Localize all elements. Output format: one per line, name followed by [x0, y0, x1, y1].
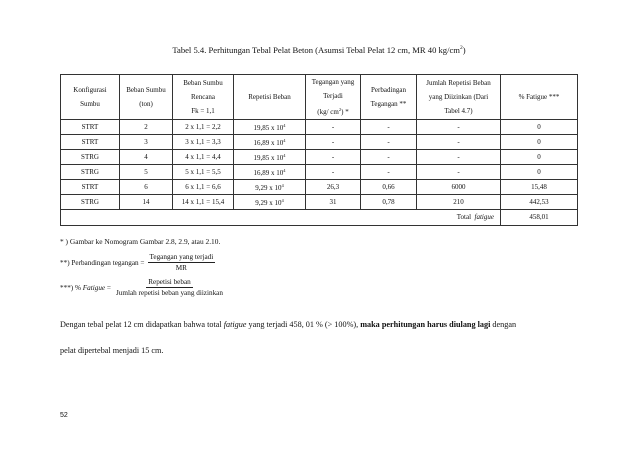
header-fatigue: % Fatigue *** [501, 75, 578, 120]
cell-beban: 6 [120, 180, 173, 195]
header-repetisi: Repetisi Beban [234, 75, 306, 120]
cell-beban: 5 [120, 165, 173, 180]
caption-text: Tabel 5.4. Perhitungan Tebal Pelat Beton (Asumsi Tebal Pelat 12 cm, MR 40 kg/cm [172, 45, 460, 55]
total-label: Total fatigue [61, 210, 501, 226]
cell-rencana: 2 x 1,1 = 2,2 [173, 120, 234, 135]
cell-tegangan: 26,3 [306, 180, 361, 195]
note-fatigue [60, 278, 225, 297]
caption-end: ) [462, 45, 466, 55]
note-perbandingan-label: **) Perbandingan tegangan = [60, 258, 145, 267]
cell-izin: - [417, 135, 501, 150]
cell-fatigue: 0 [501, 165, 578, 180]
note-gambar: * ) Gambar ke Nomogram Gambar 2.8, 2.9, atau 2.10. [60, 237, 221, 246]
cell-beban: 3 [120, 135, 173, 150]
fatigue-table [60, 74, 578, 226]
fraction-denominator: Jumlah repetisi beban yang diizinkan [115, 289, 223, 297]
total-row [61, 210, 578, 226]
table-row [61, 165, 578, 180]
page-number: 52 [60, 412, 68, 419]
table-row [61, 180, 578, 195]
fraction-perbandingan [148, 253, 216, 272]
cell-perbandingan: - [361, 150, 417, 165]
cell-perbandingan: - [361, 165, 417, 180]
cell-fatigue: 0 [501, 120, 578, 135]
cell-izin: - [417, 165, 501, 180]
header-tegangan: Tegangan yang Terjadi (kg/ $cm^2$) * [306, 75, 361, 120]
cell-fatigue: 15,48 [501, 180, 578, 195]
header-konfigurasi: Konfigurasi Sumbu [61, 75, 120, 120]
cell-repetisi: 19,85 x $10^4$ [234, 120, 306, 135]
cell-konfigurasi: STRT [61, 135, 120, 150]
conclusion-line2: pelat dipertebal menjadi 15 cm. [60, 346, 164, 355]
cell-rencana: 4 x 1,1 = 4,4 [173, 150, 234, 165]
cell-konfigurasi: STRG [61, 165, 120, 180]
cell-fatigue: 0 [501, 135, 578, 150]
table-row [61, 150, 578, 165]
header-beban-rencana: Beban Sumbu Rencana Fk = 1,1 [173, 75, 234, 120]
cell-repetisi: 16,89 x $10^4$ [234, 135, 306, 150]
header-repetisi-izin: Jumlah Repetisi Beban yang Diizinkan (Dari Tabel 4.7) [417, 75, 501, 120]
cell-tegangan: - [306, 120, 361, 135]
fraction-denominator: MR [175, 264, 187, 272]
conclusion-paragraph: Dengan tebal pelat 12 cm didapatkan bahwa total fatigue yang terjadi 458, 01 % (> 100%), maka perhitungan harus diulang lagi dengan [60, 320, 517, 329]
cell-perbandingan: - [361, 120, 417, 135]
cell-konfigurasi: STRG [61, 150, 120, 165]
cell-perbandingan: - [361, 135, 417, 150]
header-row [61, 75, 578, 120]
cell-repetisi: 9,29 x $10^4$ [234, 180, 306, 195]
note-fatigue-label: ***) % Fatigue = [60, 283, 111, 292]
cell-repetisi: 19,85 x $10^4$ [234, 150, 306, 165]
cell-beban: 2 [120, 120, 173, 135]
cell-tegangan: 31 [306, 195, 361, 210]
table-row [61, 135, 578, 150]
cell-izin: 6000 [417, 180, 501, 195]
cell-repetisi: 9,29 x $10^4$ [234, 195, 306, 210]
cell-repetisi: 16,89 x $10^4$ [234, 165, 306, 180]
cell-izin: - [417, 120, 501, 135]
table-row [61, 120, 578, 135]
header-beban-sumbu: Beban Sumbu (ton) [120, 75, 173, 120]
caption-sup: 2 [460, 45, 463, 52]
cell-tegangan: - [306, 165, 361, 180]
cell-beban: 4 [120, 150, 173, 165]
cell-rencana: 6 x 1,1 = 6,6 [173, 180, 234, 195]
cell-tegangan: - [306, 135, 361, 150]
table-row [61, 195, 578, 210]
cell-rencana: 14 x 1,1 = 15,4 [173, 195, 234, 210]
cell-perbandingan: 0,66 [361, 180, 417, 195]
conclusion-emphasis: maka perhitungan harus diulang lagi [360, 320, 491, 329]
note-perbandingan [60, 253, 215, 272]
cell-konfigurasi: STRT [61, 120, 120, 135]
cell-izin: - [417, 150, 501, 165]
cell-fatigue: 0 [501, 150, 578, 165]
cell-rencana: 5 x 1,1 = 5,5 [173, 165, 234, 180]
cell-fatigue: 442,53 [501, 195, 578, 210]
cell-konfigurasi: STRT [61, 180, 120, 195]
fraction-numerator: Repetisi beban [148, 278, 191, 286]
cell-perbandingan: 0,78 [361, 195, 417, 210]
fraction-fatigue [114, 278, 225, 297]
cell-beban: 14 [120, 195, 173, 210]
total-value: 458,01 [501, 210, 578, 226]
fraction-numerator: Tegangan yang terjadi [149, 253, 214, 261]
header-perbandingan: Perbadingan Tegangan ** [361, 75, 417, 120]
cell-rencana: 3 x 1,1 = 3,3 [173, 135, 234, 150]
cell-konfigurasi: STRG [61, 195, 120, 210]
cell-tegangan: - [306, 150, 361, 165]
cell-izin: 210 [417, 195, 501, 210]
table-caption [0, 45, 638, 55]
